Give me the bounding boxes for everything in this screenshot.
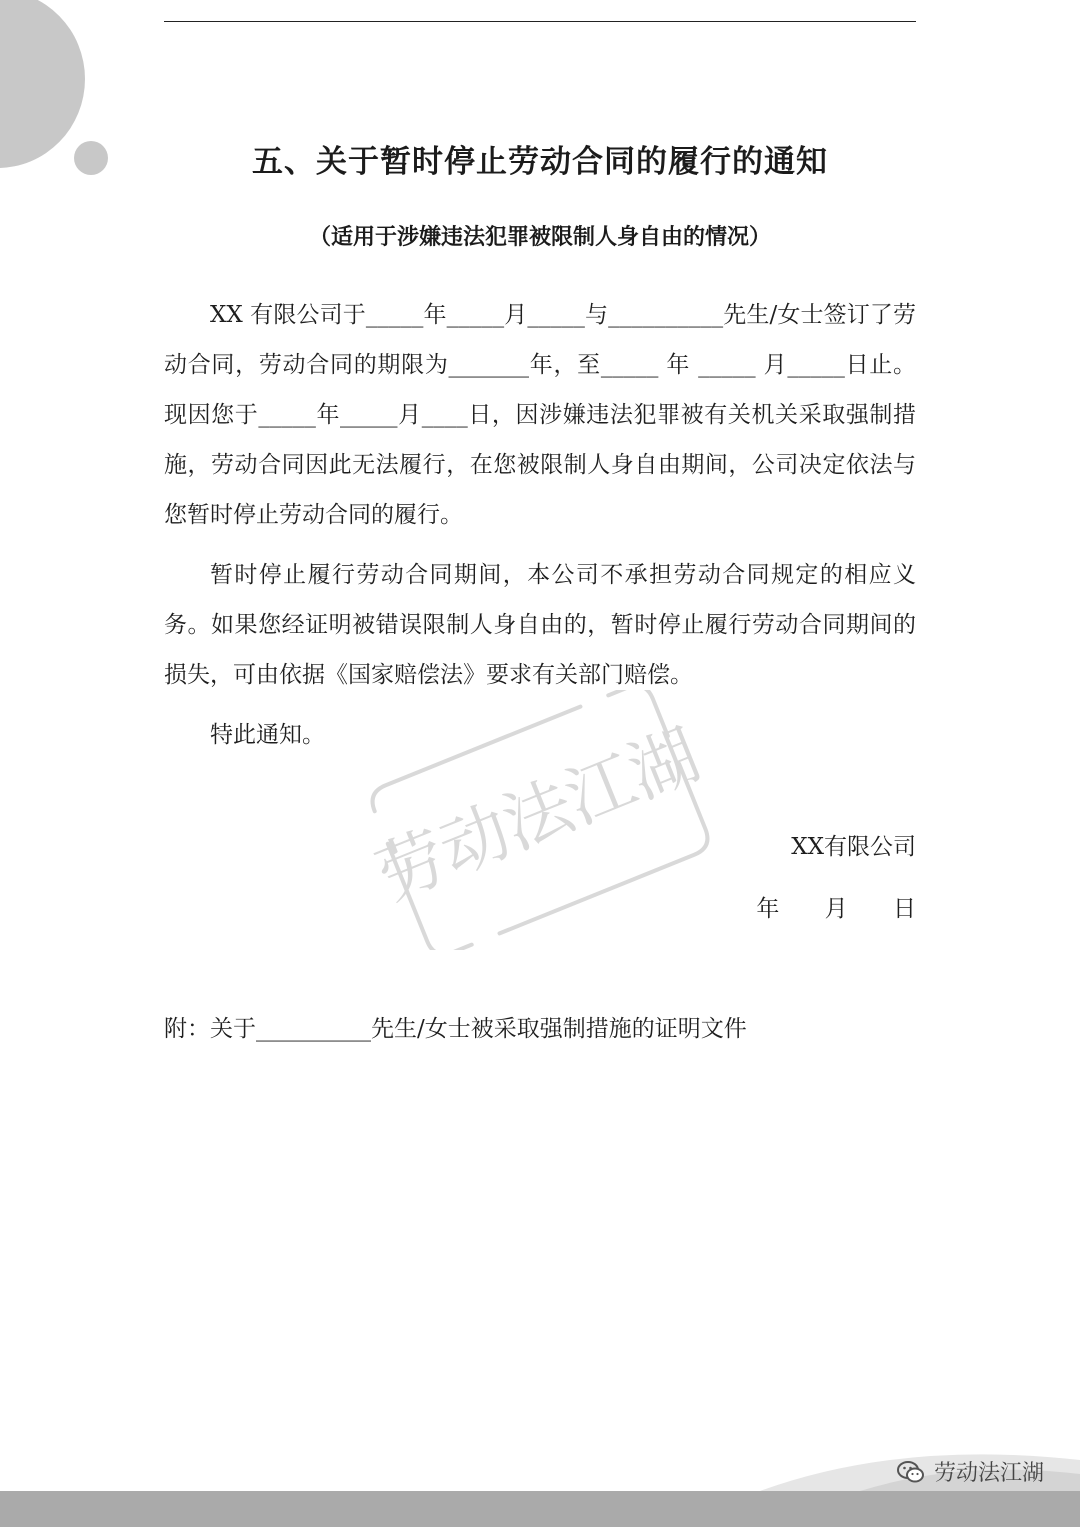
account-name: 劳动法江湖 [933, 1461, 1044, 1486]
watermark-text: 劳动法江湖 [365, 715, 711, 917]
document-title: 五、关于暂时停止劳动合同的履行的通知 [252, 144, 828, 180]
paragraph-notice: XX 有限公司于_____年_____月_____与__________先生/女士签订了劳动合同，劳动合同的期限为_______年，至_____ 年 _____ 月_____日止。现因您于_____年_____月____日，因涉嫌违法犯罪被有关机关采取强制措施，劳动合同因此无法履行，在您被限制人身自由期间，公司决定依法与您暂时停止劳动合同的履行。 [164, 302, 916, 528]
paragraph-obligations: 暂时停止履行劳动合同期间，本公司不承担劳动合同规定的相应义务。如果您经证明被错误限制人身自由的，暂时停止履行劳动合同期间的损失，可由依据《国家赔偿法》要求有关部门赔偿。 [164, 562, 916, 688]
signature-company: XX有限公司 [791, 834, 916, 860]
footer-bar [0, 1491, 1080, 1527]
wechat-icon [896, 1459, 926, 1485]
attachment-note: 附：关于__________先生/女士被采取强制措施的证明文件 [164, 1016, 747, 1042]
signature-date: 年 月 日 [756, 896, 916, 922]
header-rule [164, 21, 916, 22]
document-subtitle: （适用于涉嫌违法犯罪被限制人身自由的情况） [308, 224, 771, 250]
paragraph-closing: 特此通知。 [210, 722, 325, 748]
account-badge [896, 1456, 1044, 1487]
document-body [164, 290, 916, 760]
